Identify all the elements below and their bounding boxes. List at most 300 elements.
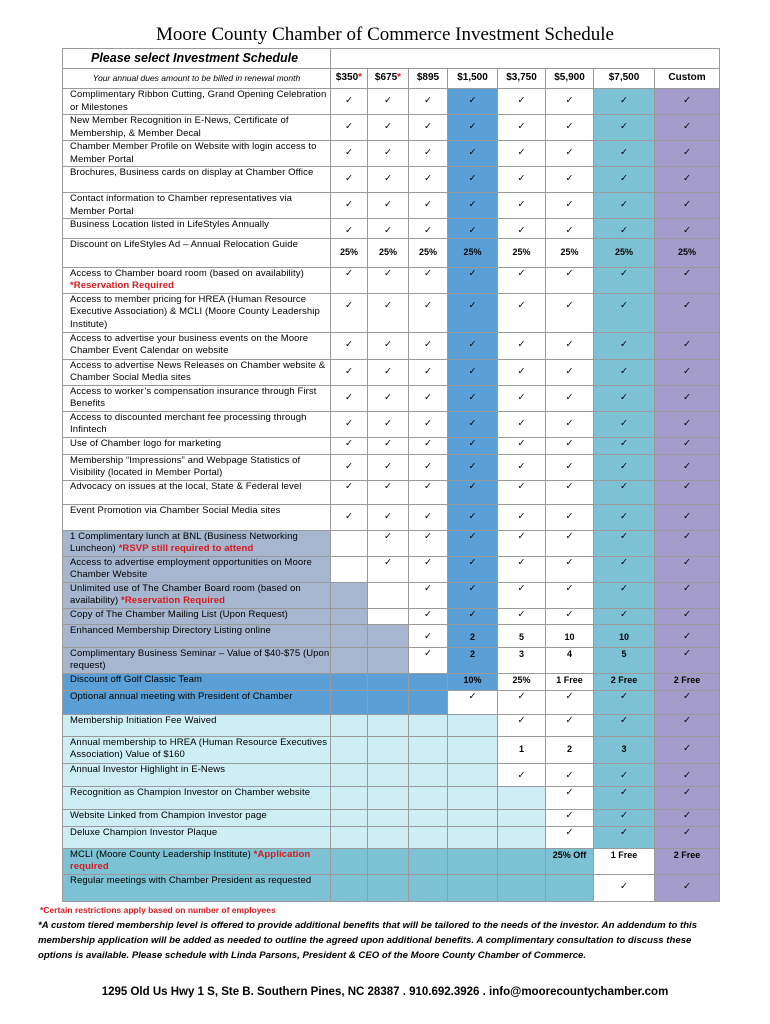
benefit-value bbox=[655, 826, 720, 848]
check-icon: ✓ bbox=[345, 225, 353, 236]
benefit-value bbox=[368, 714, 409, 736]
benefit-value-text: 1 Free bbox=[610, 849, 638, 860]
benefit-value bbox=[498, 624, 546, 647]
benefit-value-text: 25% bbox=[418, 246, 437, 257]
benefit-value bbox=[448, 763, 498, 786]
level-amount: Custom bbox=[668, 72, 706, 84]
benefit-value bbox=[594, 848, 655, 874]
benefit-value bbox=[655, 848, 720, 874]
benefit-value bbox=[498, 480, 546, 504]
benefit-label bbox=[63, 582, 331, 608]
benefit-value bbox=[368, 763, 409, 786]
benefit-value-text: 1 bbox=[518, 743, 524, 754]
benefit-row bbox=[63, 763, 720, 786]
benefit-value bbox=[368, 293, 409, 332]
check-icon: ✓ bbox=[384, 95, 392, 106]
level-amount: $350 bbox=[335, 72, 359, 84]
benefit-text: Annual Investor Highlight in E-News bbox=[70, 763, 226, 775]
check-icon: ✓ bbox=[468, 690, 477, 702]
benefit-value bbox=[448, 385, 498, 411]
benefit-value bbox=[594, 480, 655, 504]
check-icon: ✓ bbox=[620, 786, 628, 798]
check-icon: ✓ bbox=[620, 608, 628, 620]
check-icon: ✓ bbox=[620, 338, 628, 350]
check-icon: ✓ bbox=[565, 199, 574, 210]
benefit-value bbox=[655, 608, 720, 624]
check-icon: ✓ bbox=[468, 147, 477, 158]
check-icon: ✓ bbox=[345, 338, 353, 350]
check-icon: ✓ bbox=[620, 267, 628, 279]
benefit-value bbox=[409, 385, 448, 411]
check-icon: ✓ bbox=[620, 365, 628, 377]
benefit-value bbox=[448, 219, 498, 239]
check-icon: ✓ bbox=[468, 460, 477, 472]
check-icon: ✓ bbox=[468, 530, 477, 542]
benefit-value bbox=[331, 848, 368, 874]
check-icon: ✓ bbox=[384, 480, 392, 492]
benefit-row bbox=[63, 115, 720, 141]
benefit-value bbox=[594, 332, 655, 359]
benefit-value bbox=[594, 267, 655, 293]
benefit-value bbox=[655, 193, 720, 219]
check-icon: ✓ bbox=[683, 121, 691, 132]
benefit-value bbox=[546, 89, 594, 115]
check-icon: ✓ bbox=[620, 147, 628, 158]
benefit-text: Access to advertise your business events on the Moore Chamber Event Calendar on website bbox=[70, 332, 309, 356]
check-icon: ✓ bbox=[517, 173, 526, 184]
check-icon: ✓ bbox=[683, 530, 691, 542]
check-icon: ✓ bbox=[468, 199, 477, 210]
benefit-value bbox=[331, 193, 368, 219]
benefit-value bbox=[409, 293, 448, 332]
check-icon: ✓ bbox=[468, 95, 477, 106]
benefit-value bbox=[498, 673, 546, 690]
benefit-value bbox=[546, 454, 594, 480]
benefit-value bbox=[331, 809, 368, 826]
benefit-value bbox=[368, 848, 409, 874]
benefit-value bbox=[368, 480, 409, 504]
check-icon: ✓ bbox=[517, 338, 526, 350]
check-icon: ✓ bbox=[620, 199, 628, 210]
check-icon: ✓ bbox=[620, 690, 628, 702]
benefit-value bbox=[368, 332, 409, 359]
benefit-text: Complimentary Ribbon Cutting, Grand Opening Celebration or Milestones bbox=[70, 89, 327, 113]
check-icon: ✓ bbox=[424, 556, 432, 568]
benefit-row bbox=[63, 267, 720, 293]
benefit-value bbox=[655, 115, 720, 141]
benefit-value bbox=[546, 115, 594, 141]
check-icon: ✓ bbox=[384, 391, 392, 403]
check-icon: ✓ bbox=[424, 608, 432, 620]
header-spacer bbox=[331, 49, 720, 69]
benefit-value bbox=[448, 624, 498, 647]
benefit-text: Contact information to Chamber representatives via Member Portal bbox=[70, 193, 293, 217]
check-icon: ✓ bbox=[565, 690, 574, 702]
benefit-value-text: 25% bbox=[512, 246, 531, 257]
benefit-value bbox=[594, 115, 655, 141]
level-header-1 bbox=[331, 69, 368, 89]
benefit-row bbox=[63, 826, 720, 848]
benefit-value bbox=[409, 848, 448, 874]
check-icon: ✓ bbox=[424, 267, 432, 279]
benefit-row bbox=[63, 556, 720, 582]
benefit-text: Website Linked from Champion Investor page bbox=[70, 809, 267, 821]
benefit-value bbox=[498, 826, 546, 848]
benefit-value bbox=[448, 786, 498, 809]
benefit-text: Discount on LifeStyles Ad – Annual Relocation Guide bbox=[70, 238, 298, 250]
check-icon: ✓ bbox=[517, 460, 526, 472]
benefit-value bbox=[448, 874, 498, 901]
benefit-value bbox=[655, 89, 720, 115]
benefit-value bbox=[594, 690, 655, 714]
benefit-row bbox=[63, 809, 720, 826]
benefit-value bbox=[594, 454, 655, 480]
benefit-label bbox=[63, 608, 331, 624]
benefit-value-text: 25% bbox=[339, 246, 358, 257]
check-icon: ✓ bbox=[683, 608, 691, 620]
benefit-value bbox=[331, 786, 368, 809]
check-icon: ✓ bbox=[683, 267, 691, 279]
benefit-value bbox=[368, 267, 409, 293]
benefit-row bbox=[63, 167, 720, 193]
benefit-label bbox=[63, 167, 331, 193]
benefit-value bbox=[655, 385, 720, 411]
level-header-2 bbox=[368, 69, 409, 89]
check-icon: ✓ bbox=[565, 714, 574, 726]
benefit-value bbox=[498, 504, 546, 530]
benefit-value bbox=[546, 219, 594, 239]
check-icon: ✓ bbox=[683, 225, 691, 236]
benefit-row bbox=[63, 480, 720, 504]
benefit-value bbox=[655, 504, 720, 530]
benefit-value bbox=[448, 115, 498, 141]
benefit-row bbox=[63, 219, 720, 239]
benefit-value bbox=[594, 714, 655, 736]
benefit-value bbox=[448, 238, 498, 267]
benefit-value bbox=[546, 673, 594, 690]
benefit-value bbox=[448, 454, 498, 480]
check-icon: ✓ bbox=[565, 391, 574, 403]
benefit-value bbox=[331, 673, 368, 690]
benefit-value bbox=[546, 874, 594, 901]
benefit-value bbox=[498, 848, 546, 874]
benefit-value bbox=[409, 267, 448, 293]
benefit-label bbox=[63, 89, 331, 115]
level-amount: $5,900 bbox=[554, 72, 585, 84]
check-icon: ✓ bbox=[517, 530, 526, 542]
select-schedule-label: Please select Investment Schedule bbox=[63, 49, 331, 69]
benefit-label bbox=[63, 454, 331, 480]
check-icon: ✓ bbox=[565, 608, 574, 620]
check-icon: ✓ bbox=[565, 769, 574, 781]
benefit-value bbox=[368, 167, 409, 193]
benefit-value bbox=[409, 238, 448, 267]
check-icon: ✓ bbox=[384, 417, 392, 429]
level-amount: $3,750 bbox=[506, 72, 537, 84]
check-icon: ✓ bbox=[384, 267, 392, 279]
check-icon: ✓ bbox=[565, 267, 574, 279]
benefit-value bbox=[546, 267, 594, 293]
check-icon: ✓ bbox=[424, 173, 432, 184]
check-icon: ✓ bbox=[565, 530, 574, 542]
benefit-value bbox=[594, 786, 655, 809]
benefit-value bbox=[655, 167, 720, 193]
check-icon: ✓ bbox=[345, 417, 353, 429]
benefit-value bbox=[546, 385, 594, 411]
check-icon: ✓ bbox=[565, 437, 574, 449]
benefit-value bbox=[409, 219, 448, 239]
check-icon: ✓ bbox=[517, 299, 526, 311]
check-icon: ✓ bbox=[517, 714, 526, 726]
benefit-value bbox=[498, 874, 546, 901]
benefit-value bbox=[331, 219, 368, 239]
check-icon: ✓ bbox=[517, 556, 526, 568]
chamber-address: 1295 Old Us Hwy 1 S, Ste B. Southern Pines, NC 28387 . 910.692.3926 . info@moorecountychamber.com bbox=[101, 986, 669, 998]
page-title: Moore County Chamber of Commerce Investment Schedule bbox=[155, 24, 614, 45]
benefit-value bbox=[655, 714, 720, 736]
check-icon: ✓ bbox=[565, 786, 574, 798]
check-icon: ✓ bbox=[683, 199, 691, 210]
benefit-value bbox=[331, 167, 368, 193]
benefit-value bbox=[655, 624, 720, 647]
benefit-value bbox=[594, 89, 655, 115]
level-header-3 bbox=[409, 69, 448, 89]
benefit-value bbox=[594, 193, 655, 219]
benefit-value bbox=[368, 673, 409, 690]
check-icon: ✓ bbox=[565, 147, 574, 158]
benefit-text: Event Promotion via Chamber Social Media sites bbox=[70, 504, 281, 516]
check-icon: ✓ bbox=[517, 199, 526, 210]
benefit-value bbox=[368, 608, 409, 624]
benefit-value bbox=[498, 582, 546, 608]
benefit-value bbox=[655, 480, 720, 504]
benefit-value-text: 10% bbox=[463, 674, 482, 685]
benefit-value-text: 1 Free bbox=[556, 674, 583, 685]
check-icon: ✓ bbox=[683, 365, 691, 377]
benefit-label bbox=[63, 826, 331, 848]
check-icon: ✓ bbox=[424, 437, 432, 449]
benefit-note: *Reservation Required bbox=[121, 595, 226, 606]
check-icon: ✓ bbox=[683, 809, 691, 821]
benefit-label bbox=[63, 624, 331, 647]
benefit-value bbox=[546, 714, 594, 736]
benefit-value bbox=[368, 359, 409, 385]
benefit-value bbox=[331, 115, 368, 141]
benefit-row bbox=[63, 141, 720, 167]
benefit-value bbox=[448, 480, 498, 504]
benefit-value bbox=[498, 219, 546, 239]
check-icon: ✓ bbox=[517, 510, 526, 522]
benefit-label bbox=[63, 267, 331, 293]
benefit-text: Optional annual meeting with President of Chamber bbox=[70, 690, 293, 702]
check-icon: ✓ bbox=[384, 338, 392, 350]
benefit-value bbox=[368, 556, 409, 582]
benefit-value-text: 25% Off bbox=[552, 849, 587, 860]
level-header-6 bbox=[546, 69, 594, 89]
billing-note: Your annual dues amount to be billed in renewal month bbox=[63, 69, 331, 89]
check-icon: ✓ bbox=[620, 460, 628, 472]
restrictions-footnote: *Certain restrictions apply based on number of employees bbox=[40, 905, 276, 915]
benefit-row bbox=[63, 647, 720, 673]
benefit-value bbox=[368, 385, 409, 411]
benefit-label bbox=[63, 690, 331, 714]
benefit-text: Access to Chamber board room (based on availability) bbox=[70, 267, 304, 279]
benefit-value-text: 25% bbox=[677, 246, 696, 257]
check-icon: ✓ bbox=[424, 365, 432, 377]
benefit-row bbox=[63, 608, 720, 624]
benefit-value bbox=[655, 219, 720, 239]
check-icon: ✓ bbox=[683, 391, 691, 403]
level-header-5 bbox=[498, 69, 546, 89]
benefit-value bbox=[331, 826, 368, 848]
benefit-value bbox=[594, 624, 655, 647]
check-icon: ✓ bbox=[424, 630, 432, 642]
benefit-row bbox=[63, 437, 720, 454]
check-icon: ✓ bbox=[565, 121, 574, 132]
check-icon: ✓ bbox=[468, 173, 477, 184]
benefit-value bbox=[409, 141, 448, 167]
custom-level-footnote: *A custom tiered membership level is offered to provide additional benefits that will be tailored to the needs of the investor. An addendum to this membership application will be added as needed to outline the agreed upon additional benefits. A complimentary consultation to discuss these options is available. Please schedule with Linda Parsons, President & CEO of the Moore County Chamber of Commerce. bbox=[38, 920, 698, 961]
benefit-value bbox=[546, 437, 594, 454]
check-icon: ✓ bbox=[424, 460, 432, 472]
check-icon: ✓ bbox=[384, 121, 392, 132]
level-amount: $1,500 bbox=[457, 72, 488, 84]
check-icon: ✓ bbox=[345, 480, 353, 492]
benefit-label bbox=[63, 332, 331, 359]
check-icon: ✓ bbox=[683, 95, 691, 106]
check-icon: ✓ bbox=[683, 714, 691, 726]
check-icon: ✓ bbox=[384, 299, 392, 311]
check-icon: ✓ bbox=[468, 417, 477, 429]
check-icon: ✓ bbox=[683, 173, 691, 184]
benefit-value bbox=[448, 714, 498, 736]
check-icon: ✓ bbox=[384, 510, 392, 522]
benefit-value bbox=[448, 437, 498, 454]
check-icon: ✓ bbox=[683, 647, 691, 659]
benefit-value bbox=[594, 763, 655, 786]
check-icon: ✓ bbox=[565, 826, 574, 838]
benefit-value-text: 3 bbox=[518, 648, 524, 659]
check-icon: ✓ bbox=[424, 582, 432, 594]
check-icon: ✓ bbox=[517, 582, 526, 594]
benefit-value bbox=[546, 763, 594, 786]
benefit-value bbox=[448, 690, 498, 714]
investment-schedule-table bbox=[62, 48, 720, 902]
benefit-label bbox=[63, 141, 331, 167]
check-icon: ✓ bbox=[565, 95, 574, 106]
check-icon: ✓ bbox=[384, 437, 392, 449]
benefit-value bbox=[498, 736, 546, 763]
check-icon: ✓ bbox=[683, 299, 691, 311]
benefit-text: Chamber Member Profile on Website with login access to Member Portal bbox=[70, 141, 317, 165]
check-icon: ✓ bbox=[384, 556, 392, 568]
benefit-value-text: 10 bbox=[564, 631, 575, 642]
benefit-value bbox=[546, 848, 594, 874]
benefit-value bbox=[409, 530, 448, 556]
check-icon: ✓ bbox=[620, 556, 628, 568]
level-amount: $675 bbox=[374, 72, 398, 84]
benefit-label bbox=[63, 193, 331, 219]
benefit-text: Annual membership to HREA (Human Resource Executives Association) Value of $160 bbox=[70, 736, 328, 760]
check-icon: ✓ bbox=[517, 480, 526, 492]
check-icon: ✓ bbox=[468, 338, 477, 350]
check-icon: ✓ bbox=[517, 267, 526, 279]
benefit-value bbox=[448, 359, 498, 385]
benefit-value bbox=[331, 359, 368, 385]
benefit-value bbox=[409, 115, 448, 141]
check-icon: ✓ bbox=[345, 147, 353, 158]
benefit-value bbox=[409, 647, 448, 673]
benefit-value bbox=[331, 238, 368, 267]
check-icon: ✓ bbox=[565, 460, 574, 472]
benefit-value bbox=[546, 480, 594, 504]
benefit-value bbox=[655, 736, 720, 763]
benefit-value bbox=[368, 530, 409, 556]
benefit-value bbox=[546, 690, 594, 714]
benefit-value bbox=[409, 332, 448, 359]
check-icon: ✓ bbox=[620, 299, 628, 311]
check-icon: ✓ bbox=[683, 826, 691, 838]
benefit-value bbox=[331, 582, 368, 608]
benefit-value bbox=[409, 454, 448, 480]
benefit-row bbox=[63, 89, 720, 115]
benefit-value bbox=[655, 359, 720, 385]
benefit-value bbox=[594, 673, 655, 690]
benefit-label bbox=[63, 874, 331, 901]
benefit-value bbox=[448, 193, 498, 219]
benefit-value bbox=[368, 736, 409, 763]
benefit-value bbox=[546, 809, 594, 826]
benefit-value-text: 5 bbox=[621, 648, 627, 659]
benefit-value bbox=[448, 673, 498, 690]
benefit-value bbox=[546, 193, 594, 219]
benefit-value bbox=[409, 809, 448, 826]
benefit-row bbox=[63, 359, 720, 385]
benefit-row bbox=[63, 786, 720, 809]
benefit-value bbox=[409, 89, 448, 115]
benefit-value bbox=[498, 359, 546, 385]
benefit-value bbox=[331, 690, 368, 714]
benefit-label bbox=[63, 437, 331, 454]
benefit-value bbox=[546, 141, 594, 167]
check-icon: ✓ bbox=[683, 417, 691, 429]
check-icon: ✓ bbox=[565, 299, 574, 311]
check-icon: ✓ bbox=[620, 530, 628, 542]
check-icon: ✓ bbox=[468, 391, 477, 403]
benefit-value bbox=[655, 673, 720, 690]
check-icon: ✓ bbox=[517, 365, 526, 377]
check-icon: ✓ bbox=[517, 769, 526, 781]
check-icon: ✓ bbox=[424, 530, 432, 542]
benefit-value bbox=[655, 556, 720, 582]
benefit-value bbox=[498, 141, 546, 167]
check-icon: ✓ bbox=[565, 510, 574, 522]
benefit-text: Business Location listed in LifeStyles Annually bbox=[70, 219, 270, 230]
benefit-value bbox=[409, 167, 448, 193]
benefit-value bbox=[498, 437, 546, 454]
benefit-text: Advocacy on issues at the local, State & Federal level bbox=[70, 480, 302, 492]
check-icon: ✓ bbox=[517, 608, 526, 620]
benefit-text: Recognition as Champion Investor on Chamber website bbox=[70, 786, 311, 798]
benefit-value bbox=[498, 293, 546, 332]
benefit-value bbox=[331, 267, 368, 293]
benefit-value bbox=[331, 874, 368, 901]
check-icon: ✓ bbox=[384, 460, 392, 472]
check-icon: ✓ bbox=[424, 338, 432, 350]
check-icon: ✓ bbox=[620, 714, 628, 726]
benefit-value bbox=[655, 786, 720, 809]
benefit-value bbox=[655, 411, 720, 437]
